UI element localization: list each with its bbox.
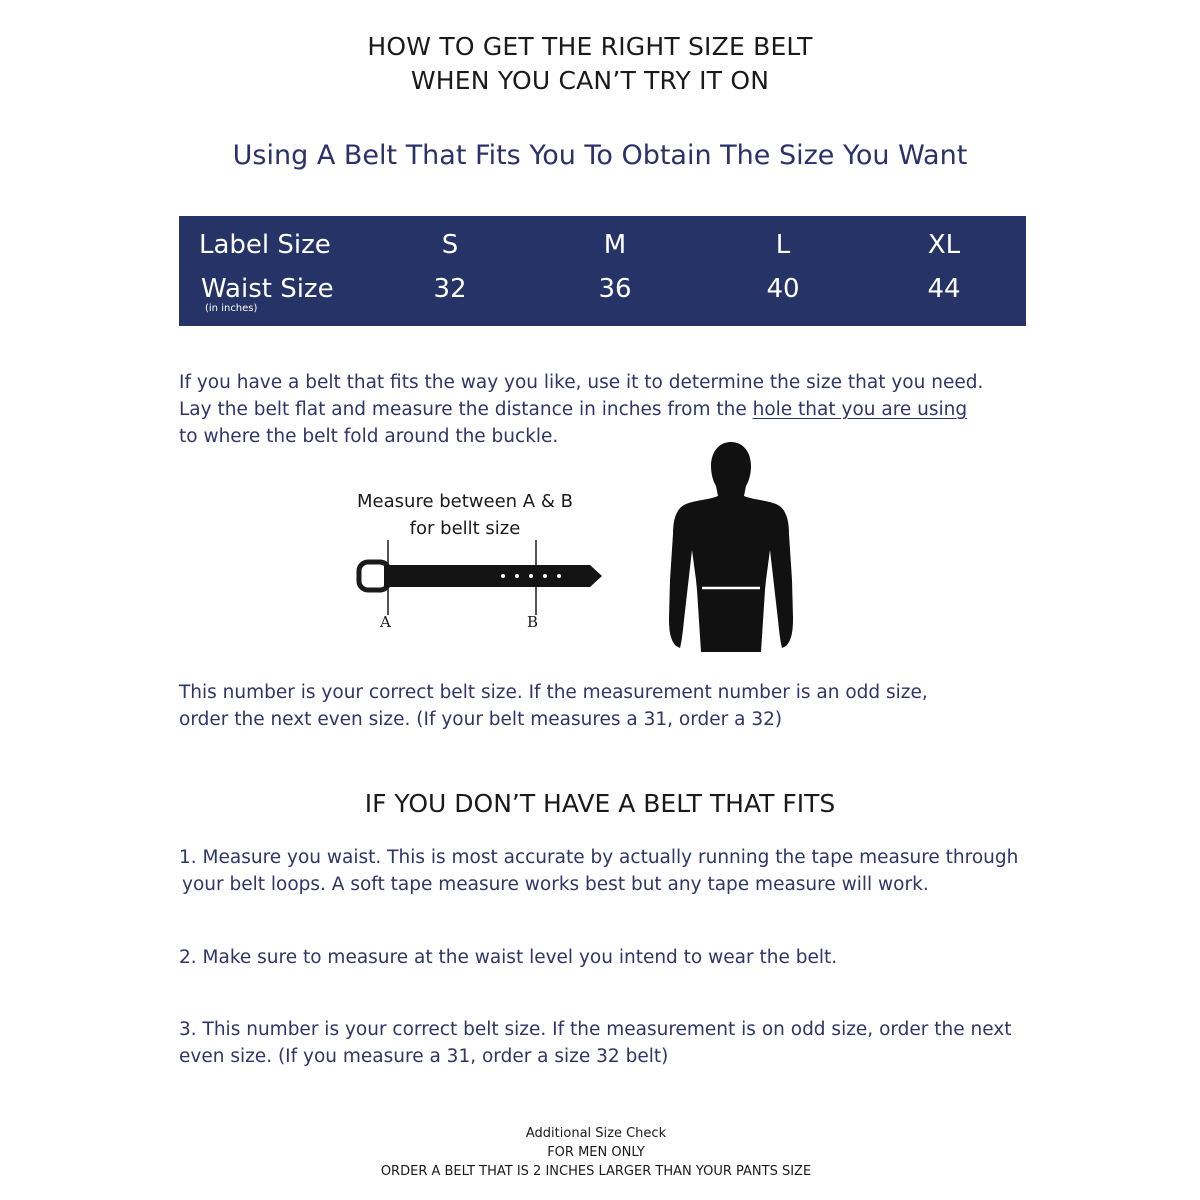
man-silhouette-icon — [666, 440, 796, 652]
result-paragraph — [179, 679, 928, 733]
strap-shape — [384, 565, 602, 587]
label-size-m: M — [603, 230, 627, 260]
step-3-line-2: even size. (If you measure a 31, order a size 32 belt) — [179, 1046, 669, 1067]
belt-hole — [557, 574, 561, 578]
waist-size-header: Waist Size — [201, 274, 334, 304]
step-1-line-2: your belt loops. A soft tape measure works best but any tape measure will work. — [182, 874, 929, 895]
belt-caption — [330, 488, 600, 542]
belt-hole — [529, 574, 533, 578]
step-2: 2. Make sure to measure at the waist level you intend to wear the belt. — [179, 947, 838, 968]
intro-line-3: to where the belt fold around the buckle. — [179, 426, 559, 447]
result-line-2: order the next even size. (If your belt measures a 31, order a 32) — [179, 709, 783, 730]
waist-size-40: 40 — [766, 274, 800, 304]
intro-line-1: If you have a belt that fits the way you like, use it to determine the size that you need. — [179, 372, 984, 393]
label-size-l: L — [775, 230, 791, 260]
point-a-label: A — [380, 613, 391, 631]
no-belt-title: IF YOU DON’T HAVE A BELT THAT FITS — [364, 789, 836, 818]
point-b-label: B — [527, 613, 539, 631]
page-subtitle: Using A Belt That Fits You To Obtain The Size You Want — [232, 140, 968, 171]
intro-paragraph — [179, 369, 983, 450]
belt-hole — [543, 574, 547, 578]
label-size-header: Label Size — [199, 230, 331, 260]
step-1 — [179, 844, 1018, 898]
label-size-xl: XL — [927, 230, 961, 260]
intro-line-2 — [179, 396, 983, 423]
unit-note: (in inches) — [205, 303, 258, 314]
step-3-line-1: 3. This number is your correct belt size. If the measurement is on odd size, order the next — [179, 1019, 1012, 1040]
result-line-1: This number is your correct belt size. If the measurement number is an odd size, — [179, 682, 928, 703]
footer-line-3: ORDER A BELT THAT IS 2 INCHES LARGER THAN YOUR PANTS SIZE — [380, 1164, 812, 1179]
page-title-line-1: HOW TO GET THE RIGHT SIZE BELT — [367, 32, 813, 61]
size-table — [179, 216, 1026, 326]
belt-caption-line-2: for bellt size — [409, 518, 521, 539]
waist-size-36: 36 — [598, 274, 632, 304]
footer-line-2: FOR MEN ONLY — [547, 1145, 645, 1160]
hole-in-use-link[interactable]: hole that you are using — [752, 399, 968, 420]
belt-hole — [501, 574, 505, 578]
belt-hole — [515, 574, 519, 578]
step-1-line-1: 1. Measure you waist. This is most accurate by actually running the tape measure through — [179, 847, 1019, 868]
step-3 — [179, 1016, 1012, 1070]
intro-line-2-text: Lay the belt flat and measure the distance in inches from the — [179, 399, 753, 420]
label-size-s: S — [441, 230, 459, 260]
waist-size-32: 32 — [433, 274, 467, 304]
page-title-line-2: WHEN YOU CAN’T TRY IT ON — [410, 66, 770, 95]
footer-line-1: Additional Size Check — [525, 1126, 667, 1141]
belt-caption-line-1: Measure between A & B — [357, 491, 573, 512]
waist-size-44: 44 — [927, 274, 961, 304]
